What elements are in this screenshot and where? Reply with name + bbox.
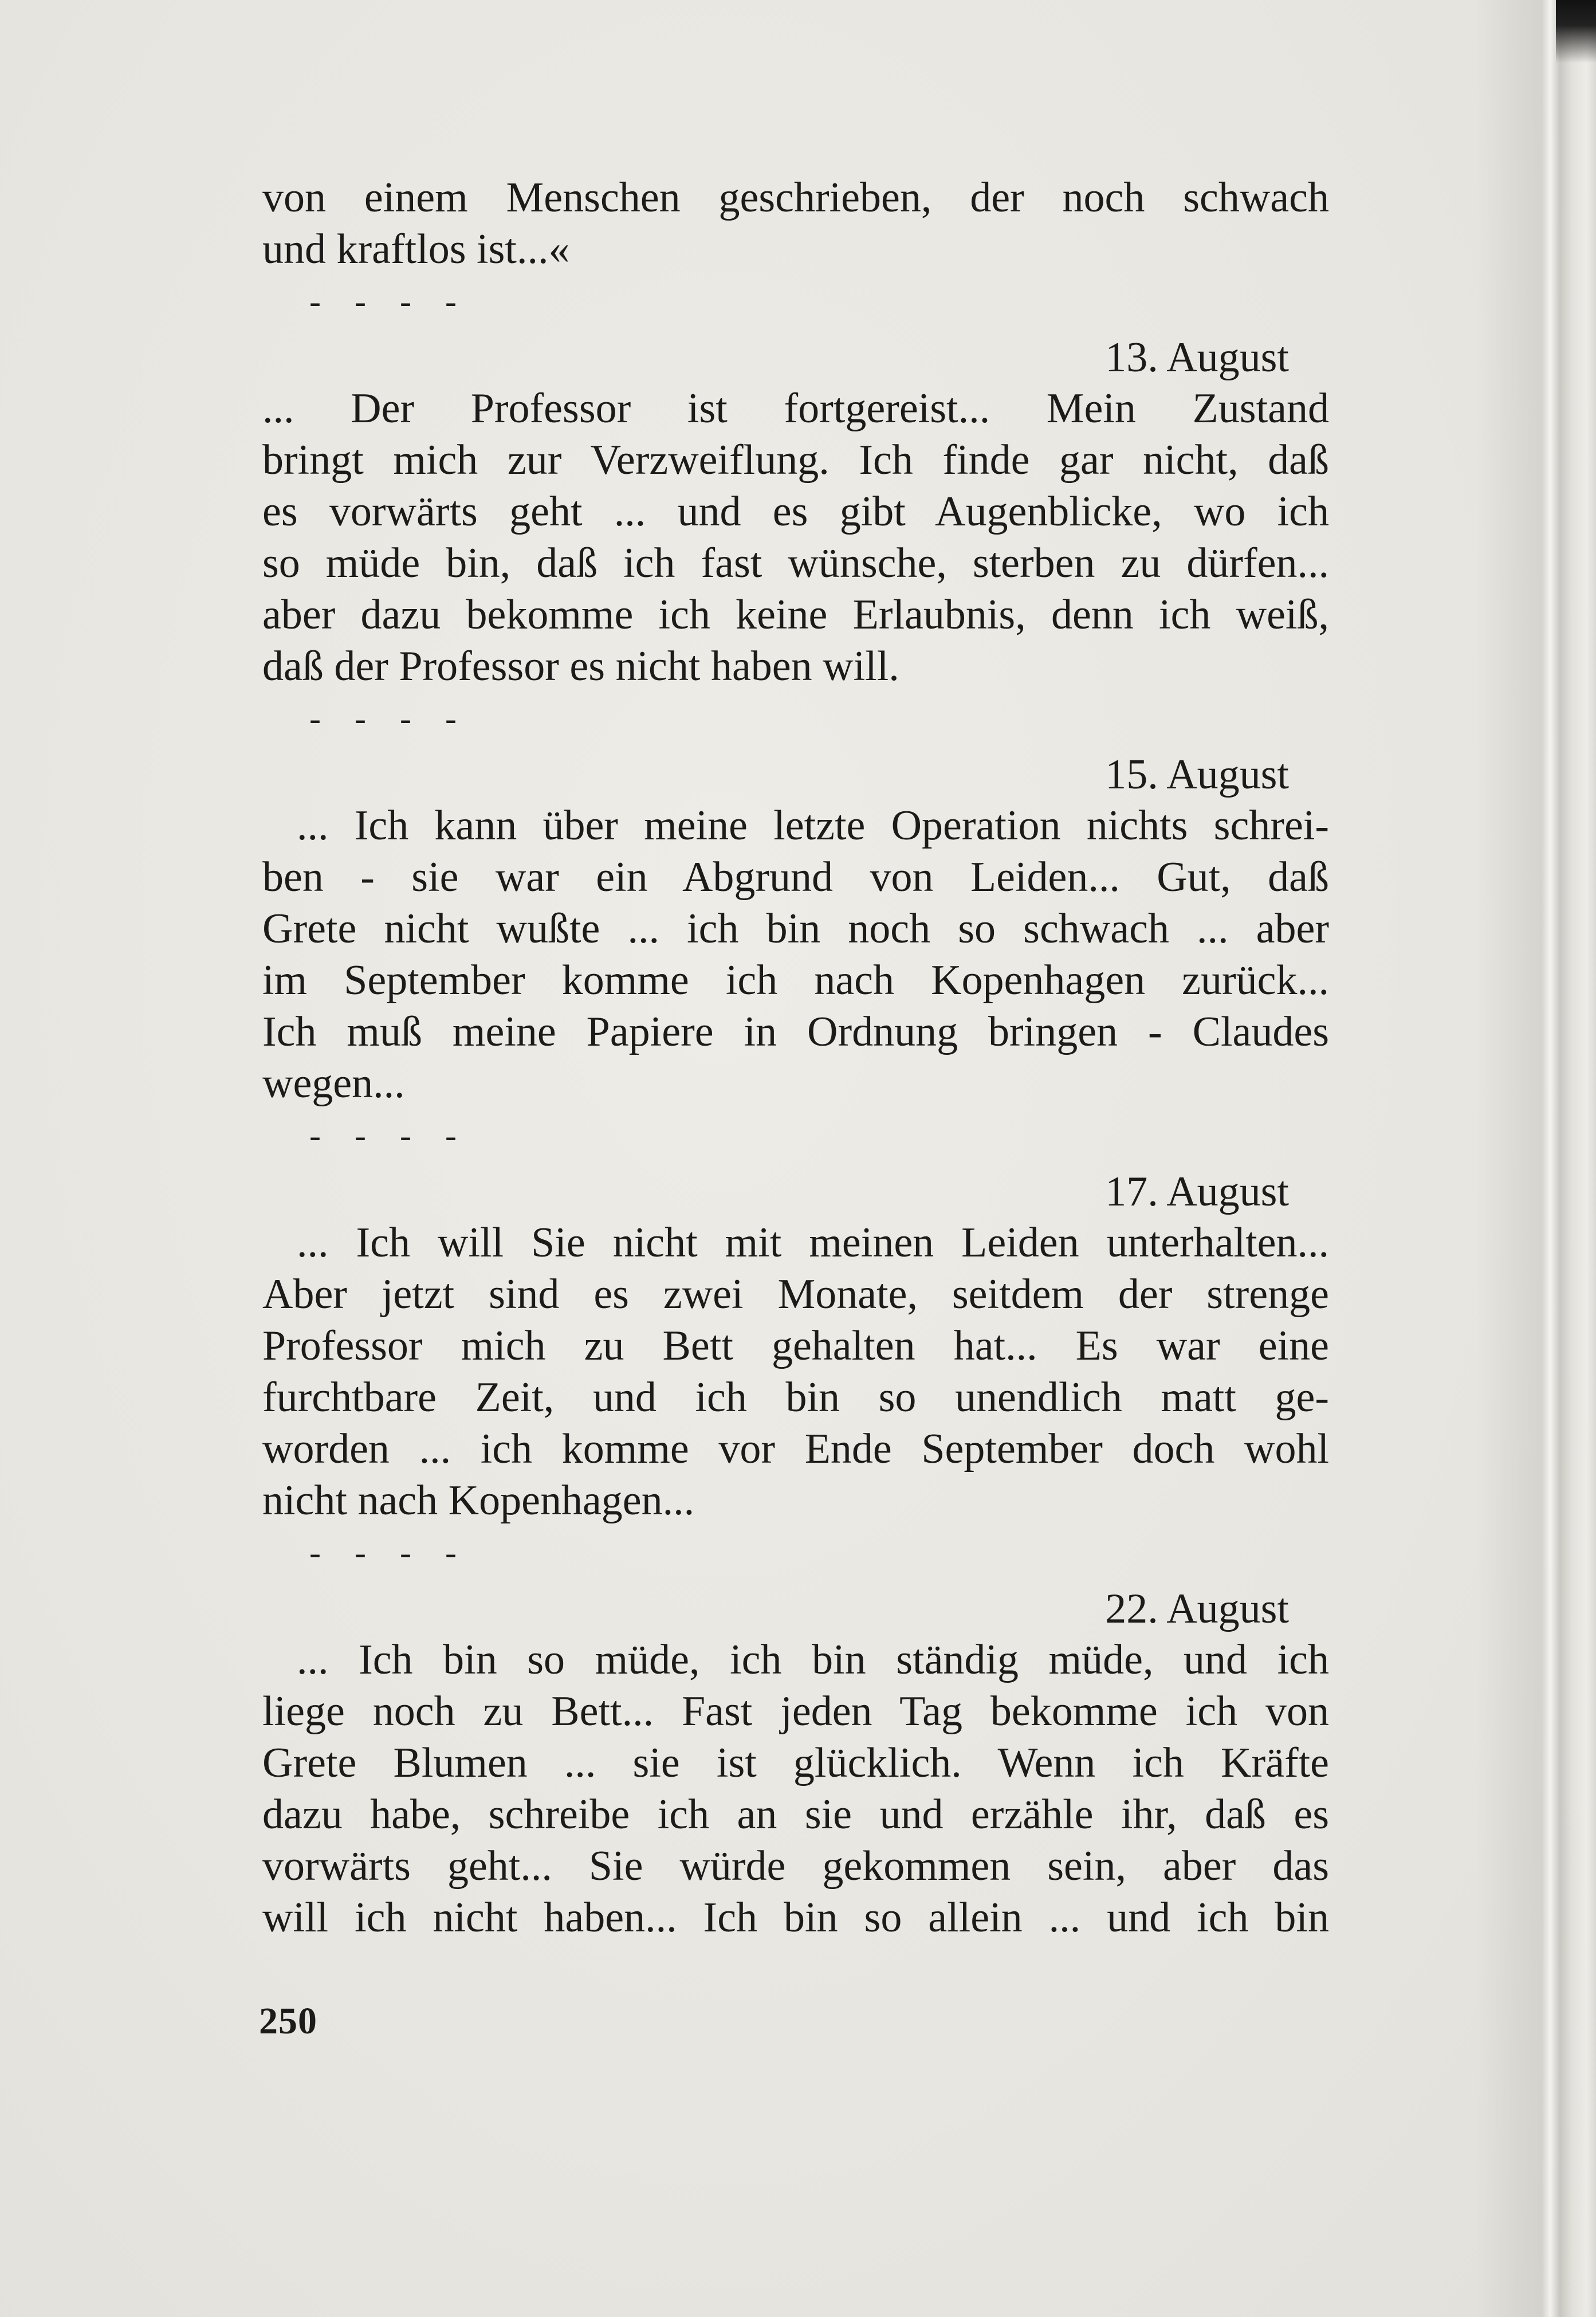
- text-line: wegen...: [262, 1060, 405, 1107]
- page-body-text: [262, 172, 1329, 1943]
- text-line: im September komme ich nach Kopenhagen zurück...: [262, 957, 1329, 1004]
- text-line: daß der Professor es nicht haben will.: [262, 643, 899, 690]
- entry-date: 15. August: [1105, 751, 1289, 798]
- section-separator: - - - -: [309, 1534, 469, 1572]
- text-line: Ich muß meine Papiere in Ordnung bringen - Claudes: [262, 1008, 1329, 1055]
- text-line: von einem Menschen geschrieben, der noch schwach: [262, 174, 1329, 221]
- text-line: bringt mich zur Verzweiflung. Ich finde gar nicht, daß: [262, 437, 1329, 484]
- text-line: es vorwärts geht ... und es gibt Augenblicke, wo ich: [262, 488, 1329, 535]
- text-line: so müde bin, daß ich fast wünsche, sterben zu dürfen...: [262, 540, 1329, 587]
- page-gutter-shadow: [1476, 0, 1596, 2317]
- text-line: ... Der Professor ist fortgereist... Mein Zustand: [262, 385, 1329, 432]
- text-line: ben - sie war ein Abgrund von Leiden... Gut, daß: [262, 854, 1329, 901]
- text-line: Aber jetzt sind es zwei Monate, seitdem der strenge: [262, 1271, 1329, 1318]
- section-separator: - - - -: [309, 282, 469, 320]
- text-line: dazu habe, schreibe ich an sie und erzähle ihr, daß es: [262, 1791, 1329, 1838]
- entry-date: 17. August: [1105, 1168, 1289, 1215]
- section-separator: - - - -: [309, 1117, 469, 1154]
- text-line: vorwärts geht... Sie würde gekommen sein, aber das: [262, 1843, 1329, 1890]
- text-line: und kraftlos ist...«: [262, 226, 570, 273]
- text-line: Grete nicht wußte ... ich bin noch so schwach ... aber: [262, 905, 1329, 952]
- entry-date: 22. August: [1105, 1585, 1289, 1632]
- section-separator: - - - -: [309, 700, 469, 737]
- text-line: furchtbare Zeit, und ich bin so unendlich matt ge-: [262, 1374, 1329, 1421]
- text-line: ... Ich kann über meine letzte Operation nichts schrei-: [297, 802, 1329, 849]
- text-line: aber dazu bekomme ich keine Erlaubnis, denn ich weiß,: [262, 591, 1329, 638]
- text-line: nicht nach Kopenhagen...: [262, 1477, 695, 1524]
- text-line: worden ... ich komme vor Ende September doch wohl: [262, 1425, 1329, 1472]
- page-number: 250: [259, 2000, 317, 2042]
- text-line: Grete Blumen ... sie ist glücklich. Wenn ich Kräfte: [262, 1739, 1329, 1786]
- text-line: Professor mich zu Bett gehalten hat... Es war eine: [262, 1322, 1329, 1369]
- text-line: liege noch zu Bett... Fast jeden Tag bekomme ich von: [262, 1688, 1329, 1735]
- text-line: ... Ich bin so müde, ich bin ständig müde, und ich: [297, 1636, 1329, 1683]
- text-line: ... Ich will Sie nicht mit meinen Leiden unterhalten...: [297, 1219, 1329, 1266]
- text-line: will ich nicht haben... Ich bin so allein ... und ich bin: [262, 1894, 1329, 1941]
- entry-date: 13. August: [1105, 334, 1289, 381]
- binding-corner: [1556, 0, 1596, 63]
